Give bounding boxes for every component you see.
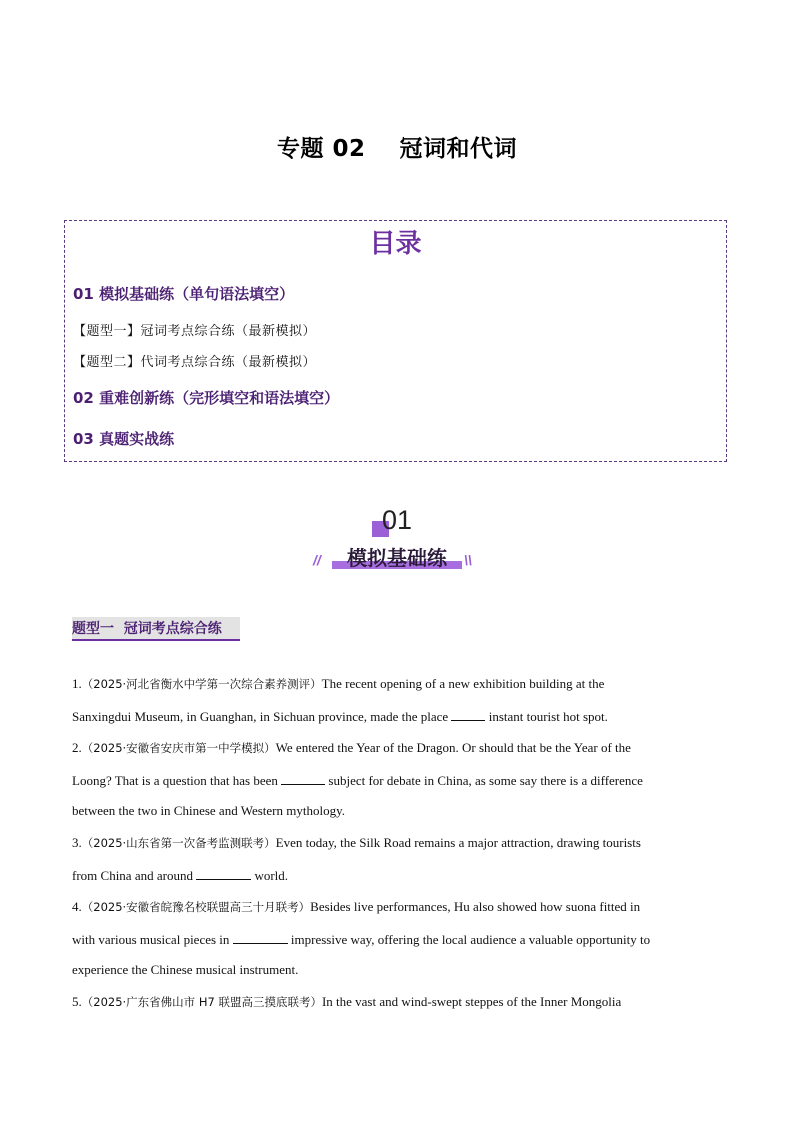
question-text: We entered the Year of the Dragon. Or should that be the Year of the <box>275 740 631 755</box>
question-text: from China and around <box>72 868 197 883</box>
question-source: （2025·山东省第一次备考监测联考） <box>81 836 276 850</box>
question-text: experience the Chinese musical instrument. <box>72 962 299 977</box>
question-number: 4. <box>72 899 82 914</box>
question-text: Even today, the Silk Road remains a major attraction, drawing tourists <box>275 835 641 850</box>
section-left-slashes: // <box>313 552 321 568</box>
question-source: （2025·安徽省皖豫名校联盟高三十月联考） <box>81 900 311 914</box>
question-number: 5. <box>72 994 82 1009</box>
question-type-title: 题型一 冠词考点综合练 <box>72 617 240 641</box>
question-3-line-2 <box>72 867 722 884</box>
question-source: （2025·河北省衡水中学第一次综合素养测评） <box>81 677 322 691</box>
toc-heading: 目录 <box>369 229 422 259</box>
table-of-contents <box>64 220 727 462</box>
question-source: （2025·安徽省安庆市第一中学模拟） <box>81 741 276 755</box>
question-2-line-2 <box>72 772 722 789</box>
question-number: 3. <box>72 835 82 850</box>
question-text: Besides live performances, Hu also showed how suona fitted in <box>310 899 641 914</box>
question-text: In the vast and wind-swept steppes of the Inner Mongolia <box>321 994 622 1009</box>
page-title: 专题 02 冠词和代词 <box>276 136 518 162</box>
question-2 <box>72 740 722 756</box>
answer-blank[interactable] <box>233 931 288 944</box>
question-2-line-3 <box>72 803 722 819</box>
question-text: with various musical pieces in <box>72 932 233 947</box>
answer-blank[interactable] <box>196 867 251 880</box>
question-4-line-3 <box>72 962 722 978</box>
question-source: （2025·广东省佛山市 H7 联盟高三摸底联考） <box>81 995 322 1009</box>
question-text: instant tourist hot spot. <box>485 709 608 724</box>
answer-blank[interactable] <box>451 708 485 721</box>
question-text: subject for debate in China, as some say there is a difference <box>325 773 643 788</box>
question-3 <box>72 835 722 851</box>
question-4-line-2 <box>72 931 722 948</box>
question-5 <box>72 994 722 1010</box>
toc-item-section-01[interactable]: 01 模拟基础练（单句语法填空） <box>73 285 295 303</box>
question-1-line-2 <box>72 708 722 725</box>
answer-blank[interactable] <box>281 772 325 785</box>
question-number: 2. <box>72 740 82 755</box>
section-label: 模拟基础练 <box>347 546 447 570</box>
question-text: impressive way, offering the local audience a valuable opportunity to <box>287 932 651 947</box>
section-number: 01 <box>381 505 413 535</box>
question-1 <box>72 676 722 692</box>
question-text: world. <box>251 868 289 883</box>
toc-item-type-2[interactable]: 【题型二】代词考点综合练（最新模拟） <box>73 355 317 370</box>
toc-item-type-1[interactable]: 【题型一】冠词考点综合练（最新模拟） <box>73 324 317 339</box>
toc-item-section-02[interactable]: 02 重难创新练（完形填空和语法填空） <box>73 389 340 407</box>
section-right-slashes: \\ <box>464 552 472 568</box>
question-text: between the two in Chinese and Western mythology. <box>72 803 345 818</box>
toc-item-section-03[interactable]: 03 真题实战练 <box>73 430 175 448</box>
question-text: The recent opening of a new exhibition building at the <box>321 676 605 691</box>
question-text: Loong? That is a question that has been <box>72 773 282 788</box>
question-number: 1. <box>72 676 82 691</box>
question-text: Sanxingdui Museum, in Guanghan, in Sichuan province, made the place <box>72 709 452 724</box>
question-4 <box>72 899 722 915</box>
